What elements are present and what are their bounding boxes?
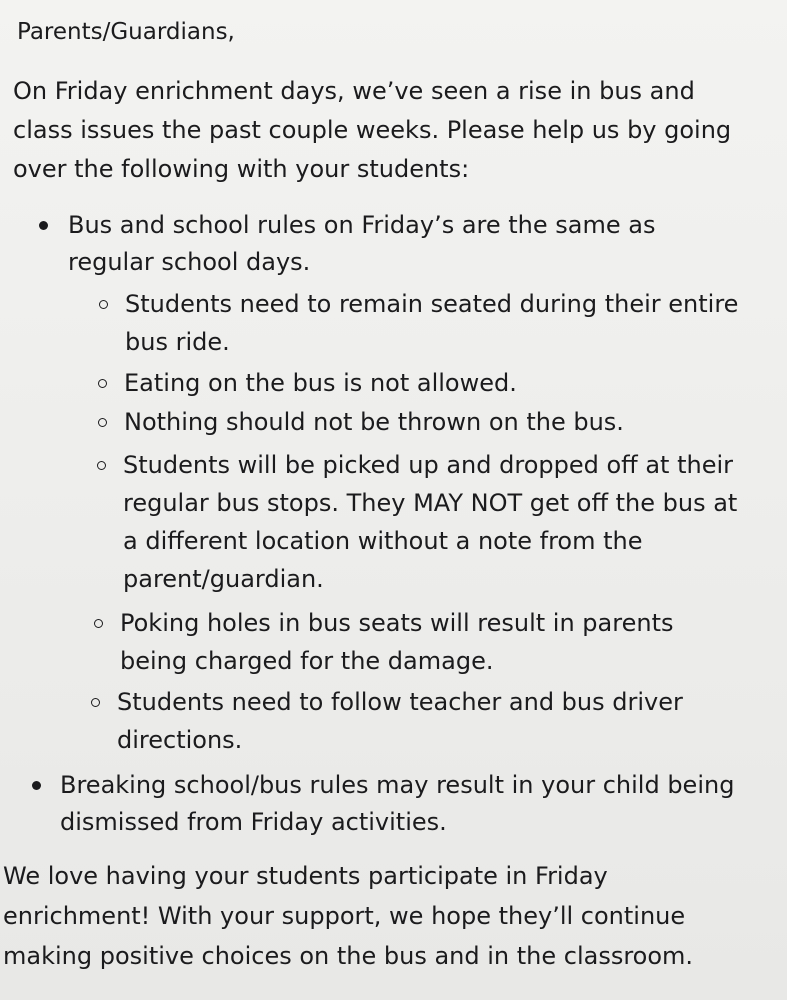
bullet-item [68, 207, 655, 281]
sub-list-item [123, 446, 737, 598]
sub-item-line: Students need to follow teacher and bus driver [117, 688, 683, 716]
sub-item-line: bus ride. [125, 328, 230, 356]
bullet-line: regular school days. [68, 248, 311, 276]
sub-item-line: being charged for the damage. [120, 647, 494, 675]
sub-item-line: a different location without a note from the [123, 527, 643, 555]
intro-line: over the following with your students: [13, 155, 470, 183]
sub-bullet-marker [98, 418, 107, 427]
closing-paragraph [3, 856, 773, 976]
sub-bullet-marker [99, 300, 108, 309]
sub-item-line: Students will be picked up and dropped off at their [123, 451, 733, 479]
sub-item-line: Nothing should not be thrown on the bus. [124, 408, 624, 436]
sub-item-line: Poking holes in bus seats will result in parents [120, 609, 674, 637]
sub-bullet-marker [97, 461, 106, 470]
intro-line: On Friday enrichment days, we’ve seen a rise in bus and [13, 77, 695, 105]
bullet-line: Breaking school/bus rules may result in your child being [60, 771, 735, 799]
intro-paragraph [13, 72, 753, 189]
bullet-item [60, 767, 734, 841]
sub-list-item [124, 403, 624, 441]
bullet-line: Bus and school rules on Friday’s are the same as [68, 211, 656, 239]
sub-item-line: Students need to remain seated during their entire [125, 290, 739, 318]
sub-bullet-marker [98, 379, 107, 388]
sub-list-item [125, 285, 738, 361]
sub-list-item [117, 683, 683, 759]
bullet-line: dismissed from Friday activities. [60, 808, 447, 836]
sub-bullet-marker [94, 619, 103, 628]
bullet-marker [39, 221, 48, 230]
closing-line: We love having your students participate in Friday [3, 862, 608, 890]
sub-item-line: directions. [117, 726, 243, 754]
sub-bullet-marker [91, 698, 100, 707]
sub-list-item [124, 364, 517, 402]
sub-list-item [120, 604, 673, 680]
sub-item-line: parent/guardian. [123, 565, 324, 593]
sub-item-line: regular bus stops. They MAY NOT get off the bus at [123, 489, 738, 517]
closing-line: enrichment! With your support, we hope they’ll continue [3, 902, 686, 930]
intro-line: class issues the past couple weeks. Please help us by going [13, 116, 732, 144]
bullet-marker [32, 781, 41, 790]
greeting: Parents/Guardians, [17, 19, 235, 45]
closing-line: making positive choices on the bus and in the classroom. [3, 942, 694, 970]
sub-item-line: Eating on the bus is not allowed. [124, 369, 517, 397]
